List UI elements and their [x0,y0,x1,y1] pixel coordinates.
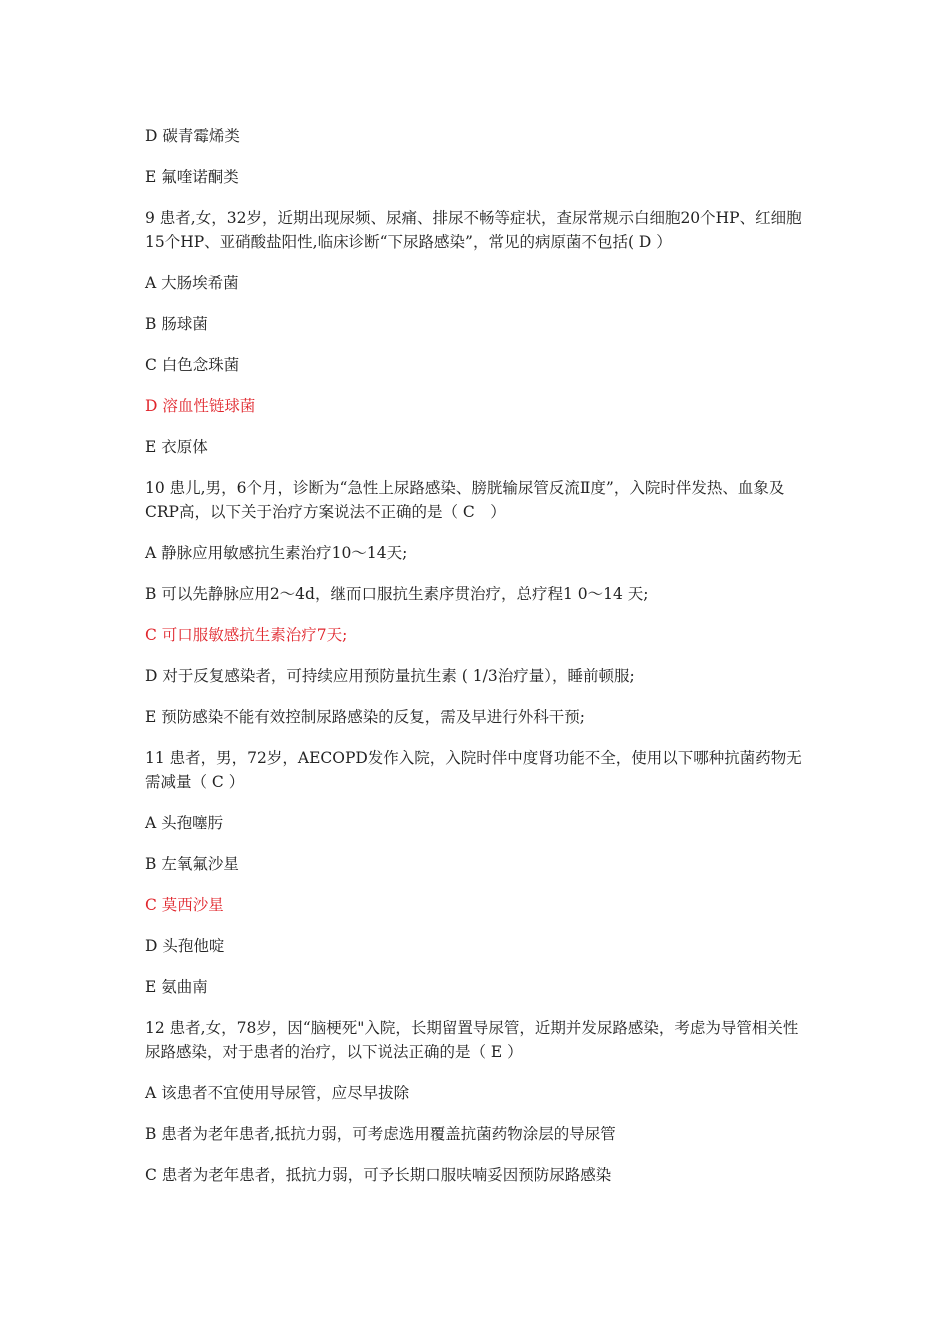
q9-option-d-answer: D 溶血性链球菌 [145,397,256,415]
q9-option-a: A 大肠埃希菌 [145,274,239,292]
q11-option-a: A 头孢噻肟 [145,814,224,832]
q11-option-c-answer: C 莫西沙星 [145,896,224,914]
q9-option-e: E 衣原体 [145,438,208,456]
q12-option-a: A 该患者不宜使用导尿管，应尽早拔除 [145,1084,410,1102]
option-e-fluoroquinolones: E 氟喹诺酮类 [145,168,239,186]
question-11: 11 患者，男，72岁，AECOPD发作入院，入院时伴中度肾功能不全，使用以下哪种抗菌药物无需减量（ C ） [145,749,802,791]
q11-option-e: E 氨曲南 [145,978,208,996]
q10-option-c-answer: C 可口服敏感抗生素治疗7天; [145,626,348,644]
q12-option-c: C 患者为老年患者，抵抗力弱，可予长期口服呋喃妥因预防尿路感染 [145,1166,612,1184]
q9-option-b: B 肠球菌 [145,315,208,333]
question-9: 9 患者,女，32岁，近期出现尿频、尿痛、排尿不畅等症状，查尿常规示白细胞20个HP、红细胞15个HP、亚硝酸盐阳性,临床诊断“下尿路感染”，常见的病原菌不包括( D ） [145,209,802,251]
q10-option-e: E 预防感染不能有效控制尿路感染的反复，需及早进行外科干预; [145,708,585,726]
question-10: 10 患儿,男，6个月，诊断为“急性上尿路感染、膀胱输尿管反流Ⅱ度”，入院时伴发热、血象及CRP高，以下关于治疗方案说法不正确的是（ C ） [145,479,785,521]
q12-option-b: B 患者为老年患者,抵抗力弱，可考虑选用覆盖抗菌药物涂层的导尿管 [145,1125,616,1143]
q10-option-a: A 静脉应用敏感抗生素治疗10～14天; [145,544,408,562]
question-12: 12 患者,女，78岁，因“脑梗死"入院，长期留置导尿管，近期并发尿路感染，考虑为导管相关性尿路感染，对于患者的治疗，以下说法正确的是（ E ） [145,1019,799,1061]
q11-option-b: B 左氧氟沙星 [145,855,239,873]
q9-option-c: C 白色念珠菌 [145,356,240,374]
q10-option-b: B 可以先静脉应用2～4d，继而口服抗生素序贯治疗，总疗程1 0～14 天; [145,585,649,603]
q10-option-d: D 对于反复感染者，可持续应用预防量抗生素 ( 1/3治疗量），睡前顿服; [145,667,635,685]
option-d-carbapenems: D 碳青霉烯类 [145,127,240,145]
q11-option-d: D 头孢他啶 [145,937,225,955]
document-content [145,124,810,1204]
